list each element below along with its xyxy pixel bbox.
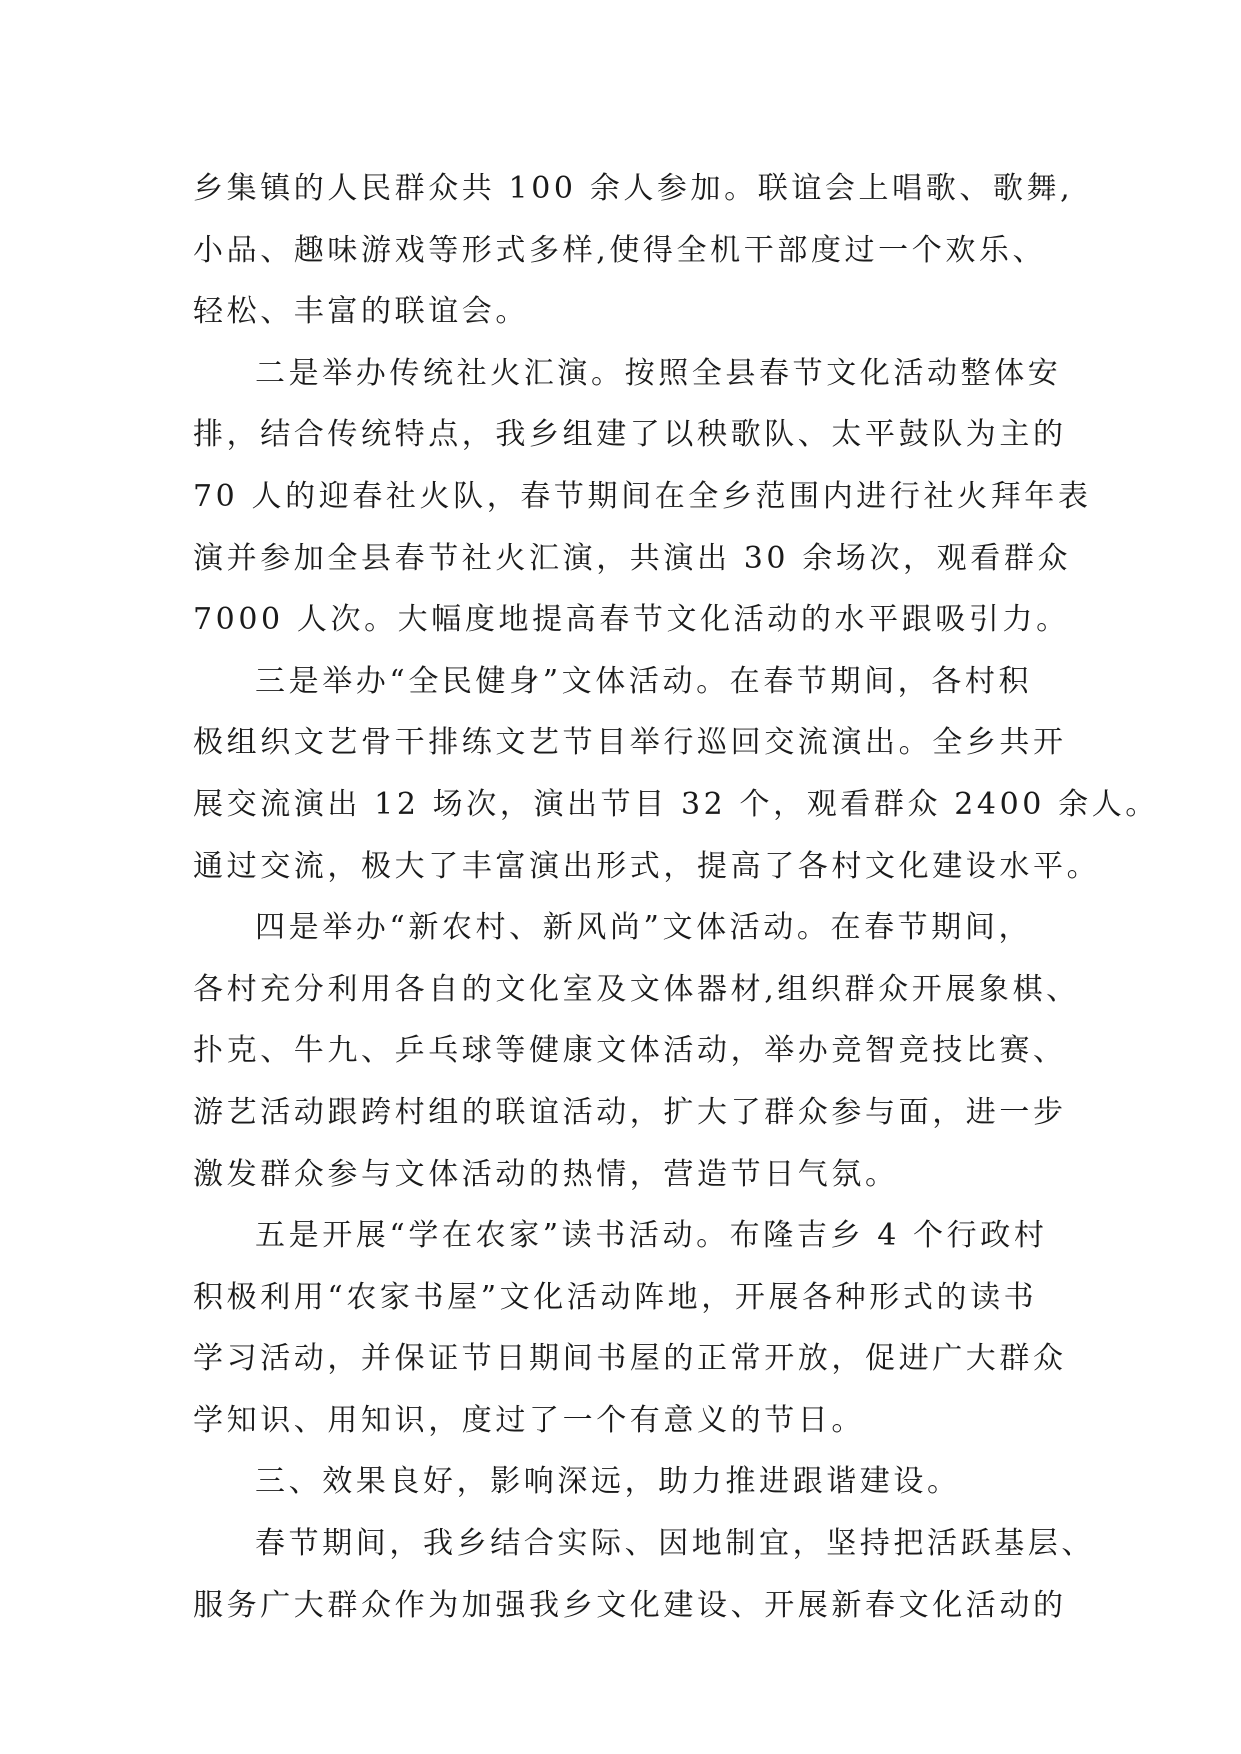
text-line: 演并参加全县春节社火汇演，共演出 30 余场次，观看群众 (193, 540, 1072, 576)
text-line: 游艺活动跟跨村组的联谊活动，扩大了群众参与面，进一步 (193, 1094, 1067, 1130)
text-line: 服务广大群众作为加强我乡文化建设、开展新春文化活动的 (193, 1587, 1067, 1623)
text-line: 各村充分利用各自的文化室及文体器材,组织群众开展象棋、 (193, 971, 1080, 1007)
text-line: 学知识、用知识，度过了一个有意义的节日。 (193, 1402, 865, 1438)
text-line: 极组织文艺骨干排练文艺节目举行巡回交流演出。全乡共开 (193, 725, 1067, 761)
text-line: 小品、趣味游戏等形式多样,使得全机干部度过一个欢乐、 (193, 232, 1047, 268)
text-line: 轻松、丰富的联谊会。 (193, 294, 529, 330)
text-line: 展交流演出 12 场次，演出节目 32 个，观看群众 2400 余人。 (193, 786, 1159, 822)
text-line: 70 人的迎春社火队，春节期间在全乡范围内进行社火拜年表 (193, 478, 1092, 514)
section-heading: 三、效果良好，影响深远，助力推进跟谐建设。 (255, 1464, 961, 1500)
text-line: 三是举办“全民健身”文体活动。在春节期间，各村积 (255, 663, 1033, 699)
text-line: 乡集镇的人民群众共 100 余人参加。联谊会上唱歌、歌舞, (193, 171, 1074, 206)
text-line: 激发群众参与文体活动的热情，营造节日气氛。 (193, 1156, 899, 1192)
text-line: 7000 人次。大幅度地提高春节文化活动的水平跟吸引力。 (193, 602, 1070, 638)
text-line: 学习活动，并保证节日期间书屋的正常开放，促进广大群众 (193, 1341, 1067, 1377)
text-line: 五是开展“学在农家”读书活动。布隆吉乡 4 个行政村 (255, 1218, 1048, 1254)
text-line: 四是举办“新农村、新风尚”文体活动。在春节期间， (255, 910, 1033, 946)
document-body (193, 158, 1159, 1636)
text-line: 扑克、牛九、乒乓球等健康文体活动，举办竞智竞技比赛、 (193, 1033, 1067, 1069)
text-line: 春节期间，我乡结合实际、因地制宜，坚持把活跃基层、 (255, 1526, 1095, 1562)
text-line: 排，结合传统特点，我乡组建了以秧歌队、太平鼓队为主的 (193, 417, 1067, 453)
text-line: 积极利用“农家书屋”文化活动阵地，开展各种形式的读书 (193, 1279, 1038, 1315)
text-line: 通过交流，极大了丰富演出形式，提高了各村文化建设水平。 (193, 848, 1101, 884)
text-line: 二是举办传统社火汇演。按照全县春节文化活动整体安 (255, 355, 1062, 391)
